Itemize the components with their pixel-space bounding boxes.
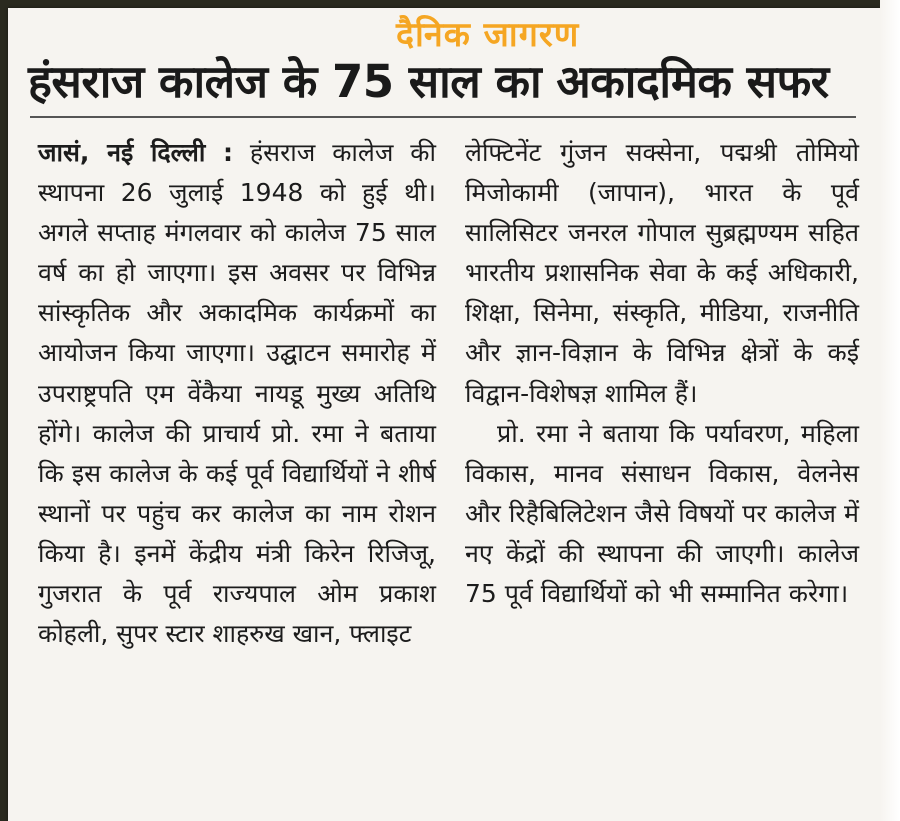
background-edge <box>880 0 900 821</box>
article-headline: हंसराज कालेज के 75 साल का अकादमिक सफर <box>28 55 829 108</box>
article-paragraph: प्रो. रमा ने बताया कि पर्यावरण, महिला विकास, मानव संसाधन विकास, वेलनेस और रिहैबिलिटेशन जैसे विषयों पर कालेज में नए केंद्रों की स्थापना की जाएगी। कालेज 75 पूर्व विद्यार्थियों को भी सम्मानित करेगा। <box>465 418 859 609</box>
article-column-right <box>465 133 859 614</box>
article-paragraph: लेफ्टिनेंट गुंजन सक्सेना, पद्मश्री तोमियो मिजोकामी (जापान), भारत के पूर्व सालिसिटर जनरल गोपाल सुब्रह्मण्यम सहित भारतीय प्रशासनिक सेवा के कई अधिकारी, शिक्षा, सिनेमा, संस्कृति, मीडिया, राजनीति और ज्ञान-विज्ञान के विभिन्न क्षेत्रों के कई विद्वान-विशेषज्ञ शामिल हैं। <box>465 138 859 408</box>
left-column-text: हंसराज कालेज की स्थापना 26 जुलाई 1948 को हुई थी। अगले सप्ताह मंगलवार को कालेज 75 साल वर्ष का हो जाएगा। इस अवसर पर विभिन्न सांस्कृतिक और अकादमिक कार्यक्रमों का आयोजन किया जाएगा। उद्घाटन समारोह में उपराष्ट्रपति एम वेंकैया नायडू मुख्य अतिथि होंगे। कालेज की प्राचार्य प्रो. रमा ने बताया कि इस कालेज के कई पूर्व विद्यार्थियों ने शीर्ष स्थानों पर पहुंच कर कालेज का नाम रोशन किया है। इनमें केंद्रीय मंत्री किरेन रिजिजू, गुजरात के पूर्व राज्यपाल ओम प्रकाश कोहली, सुपर स्टार शाहरुख खान, फ्लाइट <box>38 138 436 649</box>
article-column-left <box>38 133 436 654</box>
dateline: जासं, नई दिल्ली : <box>38 138 233 167</box>
newspaper-masthead: दैनिक जागरण <box>396 15 580 55</box>
headline-divider <box>30 116 856 118</box>
article-paragraph <box>38 133 436 654</box>
newspaper-clipping <box>8 8 880 821</box>
